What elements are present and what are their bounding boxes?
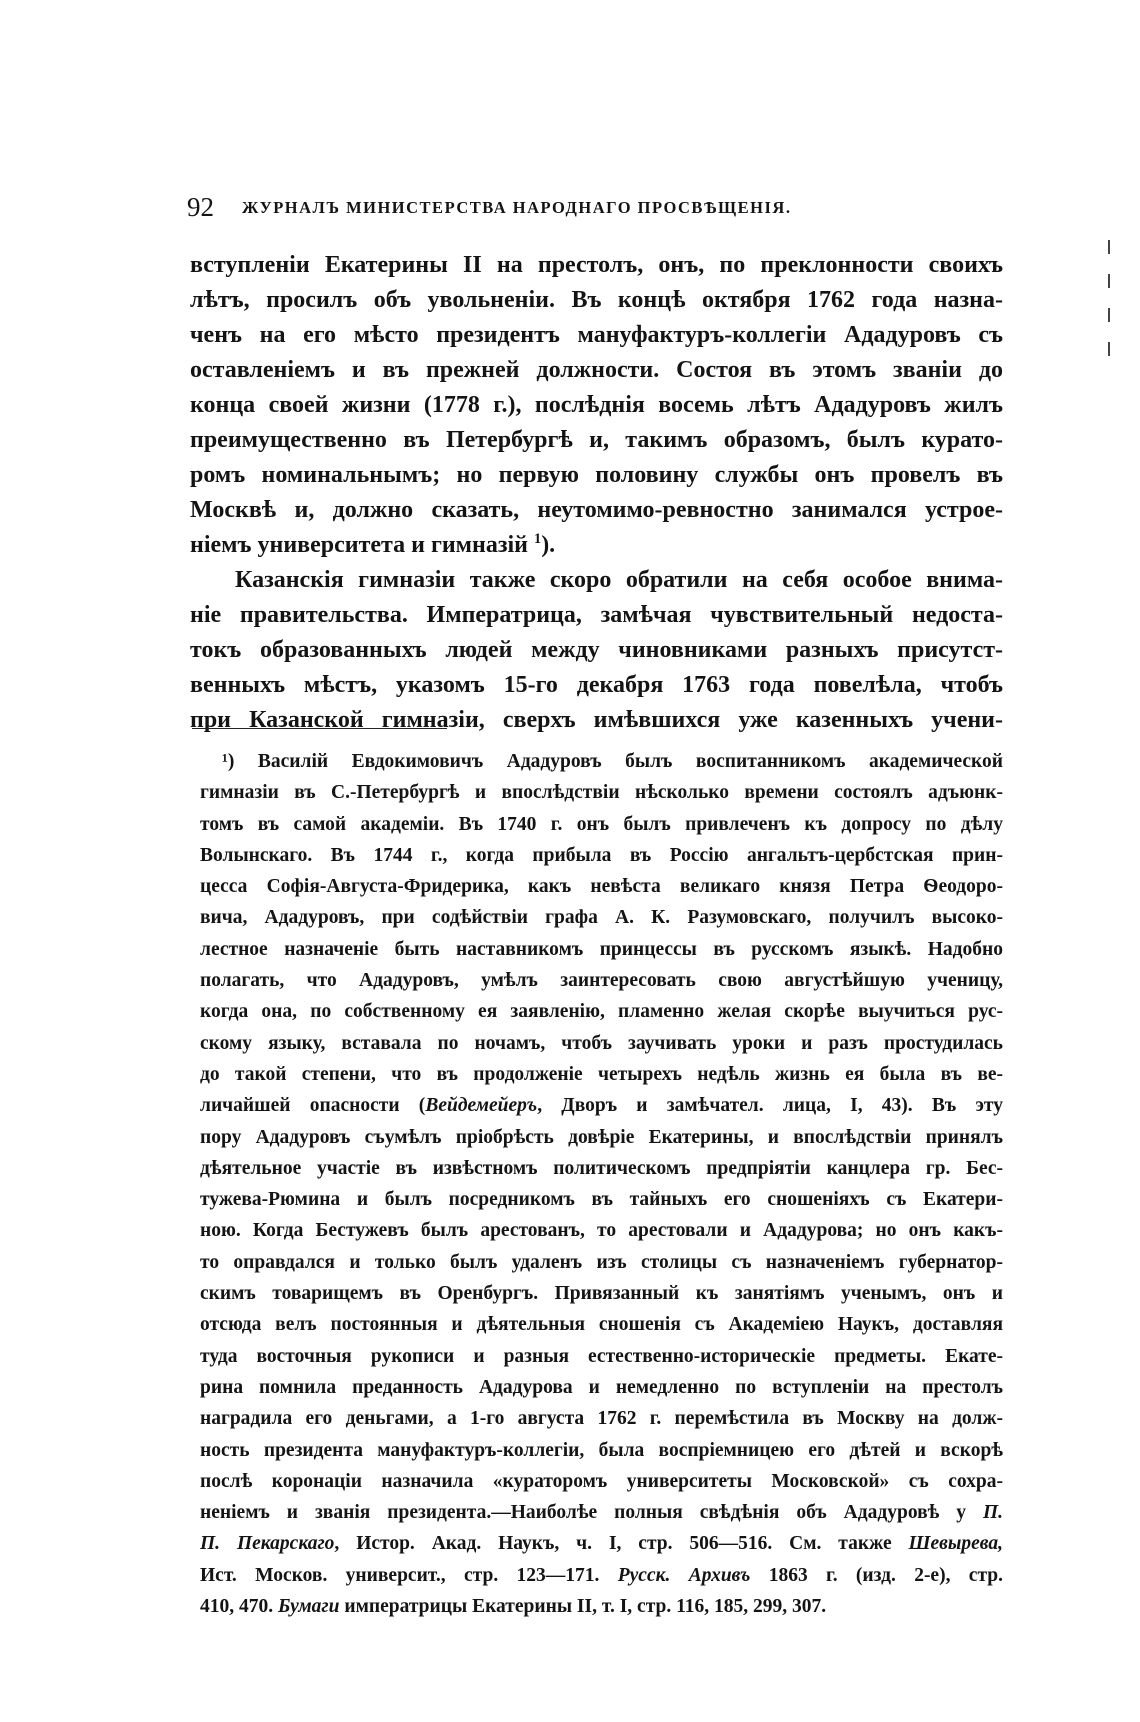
text-fragment: , Дворъ и замѣчател. лица, I, 43). Въ эту — [537, 1095, 1003, 1117]
footnote-reference: 1 — [533, 531, 542, 547]
page-number: 92 — [187, 192, 214, 222]
footnote-line — [200, 1497, 1003, 1528]
cited-source: Русск. Архивъ — [617, 1564, 751, 1586]
journal-title: ЖУРНАЛЪ МИНИСТЕРСТВА НАРОДНАГО ПРОСВѢЩЕНІЯ. — [242, 198, 792, 217]
text-line — [190, 528, 1003, 563]
footnote-line: цесса Софія-Августа-Фридерика, какъ невѣста великаго князя Петра Ѳеодоро- — [200, 876, 1003, 898]
margin-mark — [1108, 240, 1110, 254]
footnote-line: пору Ададуровъ съумѣлъ пріобрѣсть довѣріе Екатерины, и впослѣдствіи принялъ — [200, 1126, 1003, 1148]
footnote-line: лестное назначеніе быть наставникомъ принцессы въ русскомъ языкѣ. Надобно — [200, 938, 1003, 960]
text-fragment: Василій Евдокимовичъ Ададуровъ былъ воспитанникомъ академической — [257, 751, 1003, 772]
footnote — [200, 746, 1003, 1622]
text-line: вступленіи Екатерины II на престолъ, онъ, по преклонности своихъ — [190, 252, 1003, 278]
footnote-line: отсюда велъ постоянныя и дѣятельныя сношенія съ Академіею Наукъ, доставляя — [200, 1314, 1003, 1336]
footnote-line: послѣ коронаціи назначила «кураторомъ университеты Московской» съ сохра- — [200, 1470, 1003, 1492]
footnote-line: вича, Ададуровъ, при содѣйствіи графа А. К. Разумовскаго, получилъ высоко- — [200, 907, 1003, 929]
footnote-line: наградила его деньгами, а 1-го августа 1762 г. перемѣстила въ Москву на долж- — [200, 1408, 1003, 1430]
cited-source: Бумаги — [278, 1596, 340, 1618]
footnote-line: тужева-Рюмина и былъ посредникомъ въ тайныхъ его сношеніяхъ съ Екатери- — [200, 1189, 1003, 1211]
cited-author: Шевырева, — [908, 1533, 1003, 1555]
text-fragment: императрицы Екатерины II, т. I, стр. 116, 185, 299, 307. — [339, 1596, 827, 1618]
footnote-line: ность президента мануфактуръ-коллегіи, была воспріемницею его дѣтей и вскорѣ — [200, 1439, 1003, 1461]
text-fragment: 410, 470. — [200, 1596, 278, 1618]
footnote-line: полагать, что Ададуровъ, умѣлъ заинтересовать свою августѣйшую ученицу, — [200, 970, 1003, 992]
text-fragment: личайшей опасности ( — [200, 1095, 426, 1117]
margin-mark — [1108, 342, 1110, 356]
footnote-line: томъ въ самой академіи. Въ 1740 г. онъ былъ привлеченъ къ допросу по дѣлу — [200, 813, 1003, 835]
footnote-line — [200, 1090, 1003, 1121]
text-line: преимущественно въ Петербургѣ и, такимъ образомъ, былъ курато- — [190, 427, 1003, 453]
text-fragment: , Истор. Акад. Наукъ, ч. I, стр. 506—516. См. также — [334, 1533, 909, 1555]
text-fragment: Ист. Москов. университ., стр. 123—171. — [200, 1564, 618, 1586]
text-fragment: ніемъ университета и гимназій — [190, 532, 528, 558]
cited-author: Вейдемейеръ — [425, 1095, 538, 1117]
text-fragment: неніемъ и званія президента.—Наиболѣе полныя свѣдѣнія объ Ададуровѣ у — [200, 1502, 983, 1524]
text-line: Казанскія гимназіи также скоро обратили на себя особое внима- — [235, 567, 1003, 593]
footnote-divider — [192, 728, 447, 729]
footnote-line — [200, 1591, 1003, 1622]
text-fragment: 1863 г. (изд. 2-е), стр. — [750, 1564, 1003, 1586]
text-line: при Казанской гимназіи, сверхъ имѣвшихся уже казенныхъ учени- — [190, 707, 1003, 733]
footnote-line: до такой степени, что въ продолженіе четырехъ недѣль жизнь ея была въ ве- — [200, 1063, 1003, 1085]
text-line: лѣтъ, просилъ объ увольненіи. Въ концѣ октября 1762 года назна- — [190, 287, 1003, 313]
text-line: ченъ на его мѣсто президентъ мануфактуръ-коллегіи Ададуровъ съ — [190, 322, 1003, 348]
footnote-line: ною. Когда Бестужевъ былъ арестованъ, то арестовали и Ададурова; но онъ какъ- — [200, 1220, 1003, 1242]
running-head — [187, 190, 1007, 224]
cited-author: П. Пекарскаго — [200, 1533, 335, 1555]
footnote-line: скому языку, вставала по ночамъ, чтобъ заучивать уроки и разъ простудилась — [200, 1032, 1003, 1054]
text-line: конца своей жизни (1778 г.), послѣднія восемь лѣтъ Ададуровъ жилъ — [190, 392, 1003, 418]
footnote-line: туда восточныя рукописи и разныя естественно-историческіе предметы. Екате- — [200, 1345, 1003, 1367]
text-line: токъ образованныхъ людей между чиновниками разныхъ присутст- — [190, 637, 1003, 663]
cited-author: П. — [982, 1502, 1003, 1524]
text-line: оставленіемъ и въ прежней должности. Состоя въ этомъ званіи до — [190, 357, 1003, 383]
footnote-line — [200, 1560, 1003, 1591]
text-fragment: ). — [541, 532, 556, 558]
text-line: ніе правительства. Императрица, замѣчая чувствительный недоста- — [190, 602, 1003, 628]
main-text — [190, 248, 1003, 738]
footnote-line: скимъ товарищемъ въ Оренбургъ. Привязанный къ занятіямъ ученымъ, онъ и — [200, 1283, 1003, 1305]
footnote-line: то оправдался и только былъ удаленъ изъ столицы съ назначеніемъ губернатор- — [200, 1251, 1003, 1273]
footnote-line: гимназіи въ С.-Петербургѣ и впослѣдствіи нѣсколько времени состоялъ адъюнк- — [200, 782, 1003, 804]
footnote-line: когда она, по собственному ея заявленію, пламенно желая скорѣе выучиться рус- — [200, 1001, 1003, 1023]
footnote-marker: ¹) — [222, 751, 235, 772]
footnote-line: Волынскаго. Въ 1744 г., когда прибыла въ Россію ангальтъ-цербстская прин- — [200, 844, 1003, 866]
text-line: венныхъ мѣстъ, указомъ 15-го декабря 1763 года повелѣла, чтобъ — [190, 672, 1003, 698]
footnote-line — [200, 746, 1003, 777]
text-line: Москвѣ и, должно сказать, неутомимо-ревностно занимался устрое- — [190, 497, 1003, 523]
margin-mark — [1108, 274, 1110, 288]
footnote-line: рина помнила преданность Ададурова и немедленно по вступленіи на престолъ — [200, 1376, 1003, 1398]
text-line: ромъ номинальнымъ; но первую половину службы онъ провелъ въ — [190, 462, 1003, 488]
footnote-line — [200, 1528, 1003, 1559]
footnote-line: дѣятельное участіе въ извѣстномъ политическомъ предпріятіи канцлера гр. Бес- — [200, 1157, 1003, 1179]
margin-mark — [1108, 308, 1110, 322]
